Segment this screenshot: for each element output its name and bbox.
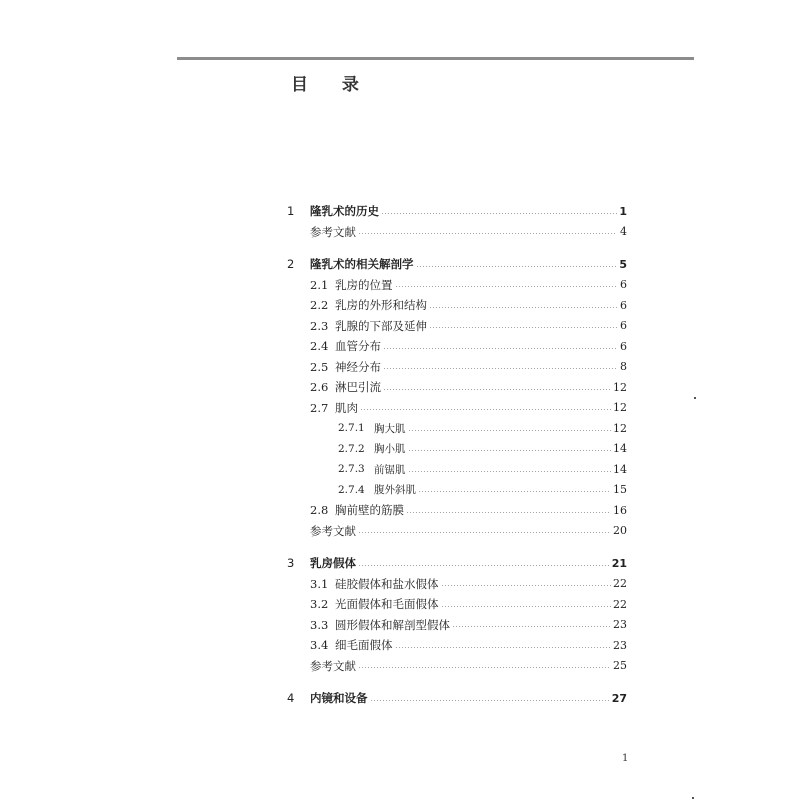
dot-leader xyxy=(381,213,617,214)
entry-title: 参考文献 xyxy=(310,224,356,239)
entry-number: 3.4 xyxy=(310,638,329,653)
toc-references-entry xyxy=(287,656,627,677)
dot-leader xyxy=(429,307,617,308)
entry-number: 2.8 xyxy=(310,503,329,518)
entry-page-number: 23 xyxy=(613,618,627,632)
dot-leader xyxy=(358,565,610,566)
entry-number: 2.7.1 xyxy=(338,422,365,435)
dot-leader xyxy=(406,512,611,513)
dot-leader xyxy=(429,327,617,328)
entry-number: 2.7.4 xyxy=(338,483,365,496)
entry-number: 2.4 xyxy=(310,339,329,354)
entry-number: 2.3 xyxy=(310,318,329,333)
toc-section-entry xyxy=(287,615,627,636)
dot-leader xyxy=(416,266,618,267)
entry-page-number: 6 xyxy=(620,339,627,353)
entry-page-number: 14 xyxy=(613,462,627,476)
dot-leader xyxy=(408,430,612,431)
toc-subsection-entry xyxy=(287,439,627,460)
entry-title: 内镜和设备 xyxy=(310,691,368,706)
toc-section-entry xyxy=(287,574,627,595)
entry-page-number: 21 xyxy=(611,556,627,570)
entry-page-number: 23 xyxy=(613,638,627,652)
entry-number: 3.3 xyxy=(310,617,329,632)
toc-section-entry xyxy=(287,357,627,378)
entry-number: 2.7.3 xyxy=(338,463,365,476)
entry-page-number: 5 xyxy=(619,257,627,271)
toc-subsection-entry xyxy=(287,480,627,501)
entry-number: 2.5 xyxy=(310,359,329,374)
entry-title: 腹外斜肌 xyxy=(374,484,416,497)
entry-title: 参考文献 xyxy=(310,523,356,538)
entry-title: 光面假体和毛面假体 xyxy=(335,597,439,612)
toc-section-entry xyxy=(287,635,627,656)
toc-subsection-entry xyxy=(287,418,627,439)
toc-section-entry xyxy=(287,594,627,615)
toc-references-entry xyxy=(287,222,627,243)
scan-speck xyxy=(694,397,696,399)
entry-page-number: 27 xyxy=(611,691,627,705)
toc-section-entry xyxy=(287,500,627,521)
toc-chapter-entry xyxy=(287,553,627,574)
toc-chapter-entry xyxy=(287,688,627,709)
entry-title: 硅胶假体和盐水假体 xyxy=(335,576,439,591)
entry-number: 2.6 xyxy=(310,380,329,395)
entry-title: 细毛面假体 xyxy=(335,638,393,653)
entry-page-number: 12 xyxy=(613,380,627,394)
entry-page-number: 8 xyxy=(620,360,627,374)
dot-leader xyxy=(452,626,611,627)
entry-title: 乳房的外形和结构 xyxy=(335,298,427,313)
dot-leader xyxy=(358,667,611,668)
entry-page-number: 12 xyxy=(613,421,627,435)
table-of-contents xyxy=(287,201,627,709)
entry-title: 隆乳术的相关解剖学 xyxy=(310,257,414,272)
entry-number: 2.2 xyxy=(310,298,329,313)
dot-leader xyxy=(408,450,612,451)
dot-leader xyxy=(370,700,610,701)
toc-section-entry xyxy=(287,295,627,316)
entry-page-number: 25 xyxy=(613,659,627,673)
chapter-spacer xyxy=(287,541,627,553)
entry-page-number: 6 xyxy=(620,319,627,333)
dot-leader xyxy=(395,286,618,287)
entry-title: 圆形假体和解剖型假体 xyxy=(335,617,450,632)
entry-title: 隆乳术的历史 xyxy=(310,204,379,219)
toc-references-entry xyxy=(287,521,627,542)
dot-leader xyxy=(383,368,617,369)
entry-page-number: 22 xyxy=(613,597,627,611)
dot-leader xyxy=(441,606,612,607)
entry-page-number: 22 xyxy=(613,577,627,591)
dot-leader xyxy=(383,348,617,349)
entry-title: 胸前壁的筋膜 xyxy=(335,503,404,518)
dot-leader xyxy=(418,491,611,492)
toc-section-entry xyxy=(287,377,627,398)
entry-number: 3.1 xyxy=(310,576,329,591)
entry-number: 3.2 xyxy=(310,597,329,612)
entry-number: 2 xyxy=(287,257,295,272)
entry-title: 胸小肌 xyxy=(374,443,406,456)
entry-page-number: 16 xyxy=(613,503,627,517)
entry-title: 乳腺的下部及延伸 xyxy=(335,318,427,333)
entry-title: 胸大肌 xyxy=(374,422,406,435)
toc-chapter-entry xyxy=(287,201,627,222)
entry-number: 2.7.2 xyxy=(338,442,365,455)
dot-leader xyxy=(358,233,617,234)
dot-leader xyxy=(408,471,612,472)
entry-number: 2.7 xyxy=(310,400,329,415)
toc-subsection-entry xyxy=(287,459,627,480)
entry-page-number: 12 xyxy=(613,401,627,415)
chapter-spacer xyxy=(287,676,627,688)
dot-leader xyxy=(383,389,611,390)
entry-page-number: 1 xyxy=(619,204,627,218)
dot-leader xyxy=(395,647,612,648)
toc-section-entry xyxy=(287,336,627,357)
entry-title: 神经分布 xyxy=(335,359,381,374)
toc-section-entry xyxy=(287,398,627,419)
page-title: 目 录 xyxy=(291,75,373,95)
entry-title: 乳房的位置 xyxy=(335,277,393,292)
entry-title: 前锯肌 xyxy=(374,463,406,476)
entry-page-number: 6 xyxy=(620,298,627,312)
entry-title: 乳房假体 xyxy=(310,556,356,571)
dot-leader xyxy=(441,585,612,586)
header-rule xyxy=(177,57,694,60)
page-number: 1 xyxy=(622,753,629,764)
entry-title: 参考文献 xyxy=(310,658,356,673)
entry-number: 1 xyxy=(287,204,295,219)
entry-title: 血管分布 xyxy=(335,339,381,354)
entry-number: 2.1 xyxy=(310,277,329,292)
dot-leader xyxy=(360,409,611,410)
entry-title: 肌肉 xyxy=(335,400,358,415)
entry-number: 3 xyxy=(287,556,295,571)
toc-chapter-entry xyxy=(287,254,627,275)
dot-leader xyxy=(358,532,611,533)
toc-section-entry xyxy=(287,316,627,337)
entry-page-number: 20 xyxy=(613,524,627,538)
entry-page-number: 15 xyxy=(613,483,627,497)
scan-speck xyxy=(692,797,694,799)
entry-page-number: 6 xyxy=(620,278,627,292)
toc-section-entry xyxy=(287,275,627,296)
entry-page-number: 4 xyxy=(620,225,627,239)
entry-page-number: 14 xyxy=(613,442,627,456)
entry-title: 淋巴引流 xyxy=(335,380,381,395)
chapter-spacer xyxy=(287,242,627,254)
entry-number: 4 xyxy=(287,691,295,706)
